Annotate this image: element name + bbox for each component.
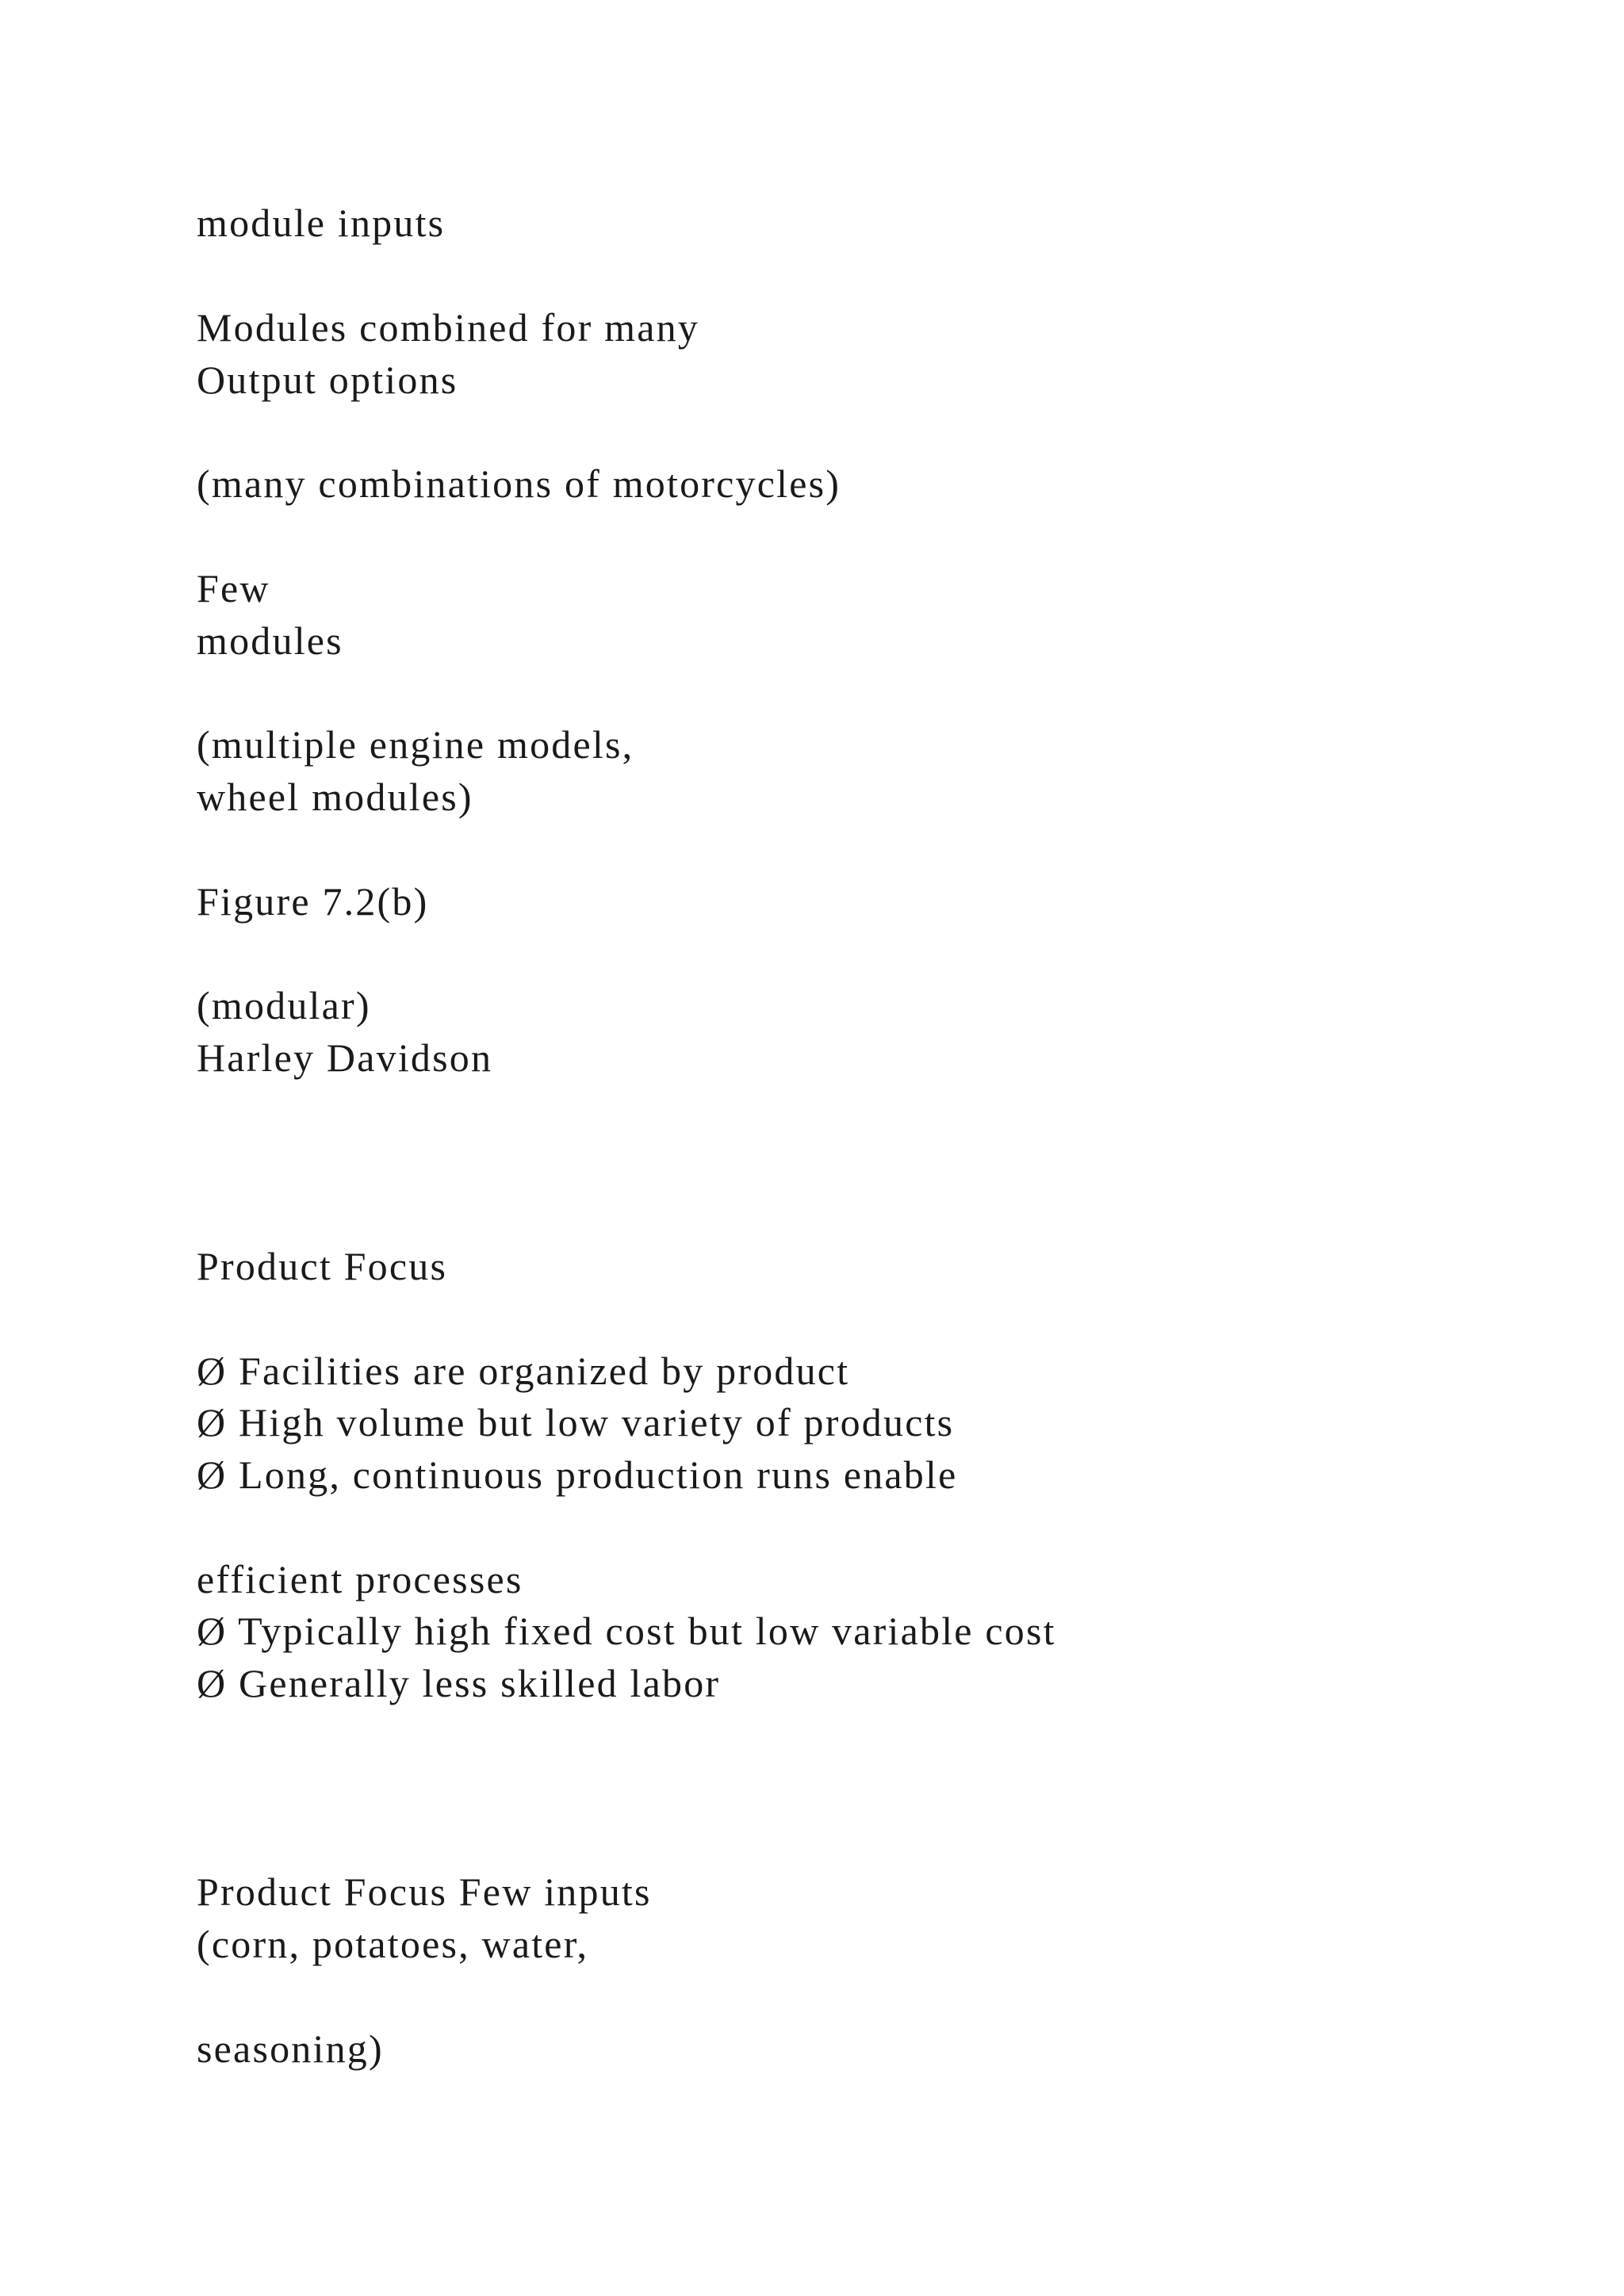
bullet-item: Ø High volume but low variety of products — [197, 1400, 955, 1445]
text-line: Modules combined for many — [197, 305, 700, 350]
section-heading: Product Focus — [197, 1244, 448, 1288]
text-line: Output options — [197, 358, 458, 402]
text-line: efficient processes — [197, 1557, 523, 1601]
text-line: Few — [197, 566, 270, 610]
bullet-item: Ø Long, continuous production runs enable — [197, 1452, 958, 1497]
text-line: (multiple engine models, — [197, 722, 634, 767]
text-line: (modular) — [197, 983, 371, 1027]
text-line: Harley Davidson — [197, 1035, 493, 1080]
text-line: modules — [197, 618, 343, 663]
text-line: module inputs — [197, 201, 446, 245]
bullet-item: Ø Typically high fixed cost but low variable cost — [197, 1609, 1056, 1653]
figure-caption: Figure 7.2(b) — [197, 879, 429, 924]
text-line: seasoning) — [197, 2026, 384, 2071]
text-line: (corn, potatoes, water, — [197, 1922, 589, 1966]
text-line: (many combinations of motorcycles) — [197, 461, 841, 506]
bullet-item: Ø Generally less skilled labor — [197, 1661, 721, 1705]
text-line: wheel modules) — [197, 775, 473, 819]
section-heading: Product Focus Few inputs — [197, 1869, 652, 1914]
bullet-item: Ø Facilities are organized by product — [197, 1349, 850, 1393]
